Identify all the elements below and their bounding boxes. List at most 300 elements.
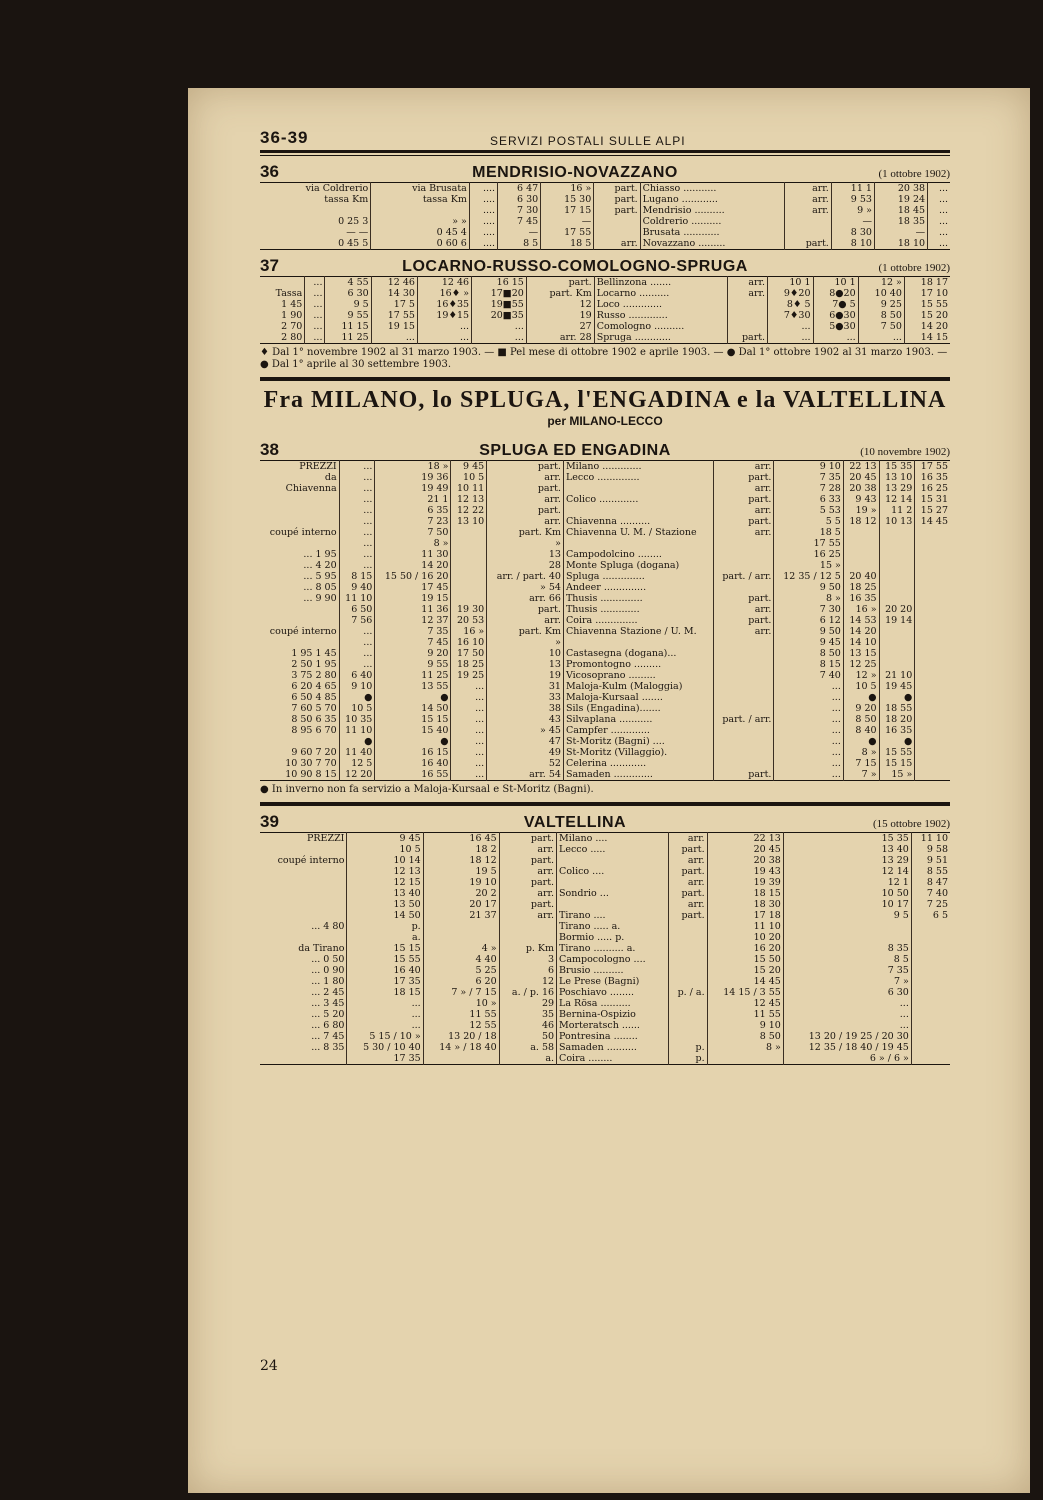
section-title: MENDRISIO-NOVAZZANO xyxy=(472,164,678,181)
table-cell: 31 xyxy=(487,681,564,692)
table-cell: 16 » xyxy=(451,626,487,637)
table-cell: 6 12 xyxy=(774,615,843,626)
table-cell xyxy=(668,976,707,987)
table-cell: 6 20 4 65 xyxy=(291,681,337,692)
table-cell: 18 55 xyxy=(879,703,915,714)
station-name: Mendrisio .......... xyxy=(640,205,785,216)
table-cell: ... xyxy=(339,472,375,483)
table-cell: arr. xyxy=(499,910,556,921)
table-cell xyxy=(915,615,950,626)
station-name: La Rösa .......... xyxy=(557,998,669,1009)
table-cell: part. xyxy=(499,833,556,845)
table-cell xyxy=(423,932,499,943)
table-cell: 10 14 xyxy=(347,855,423,866)
station-name: Coira ........ xyxy=(557,1053,669,1065)
table-cell: part. xyxy=(487,461,564,473)
table-cell: 11 2 xyxy=(879,505,915,516)
table-row xyxy=(260,615,950,626)
table-cell xyxy=(668,943,707,954)
table-cell: part. xyxy=(487,505,564,516)
table-cell xyxy=(260,637,339,648)
table-cell: ... xyxy=(305,277,325,289)
table-cell: 15 15 xyxy=(879,758,915,769)
table-cell: 10 13 xyxy=(879,516,915,527)
table-cell: 6 33 xyxy=(774,494,843,505)
table-cell: ... xyxy=(339,648,375,659)
table-cell: 17 35 xyxy=(347,1053,423,1065)
table-cell: 8 47 xyxy=(911,877,950,888)
table-cell: 16 35 xyxy=(879,725,915,736)
table-cell: » xyxy=(487,538,564,549)
table-cell: 7 56 xyxy=(339,615,375,626)
station-name: Milano .... xyxy=(557,833,669,845)
table-cell: ... xyxy=(783,1009,911,1020)
table-cell: 2 80 xyxy=(281,332,303,343)
section-title: VALTELLINA xyxy=(523,814,627,831)
table-cell: 15 50 / 16 20 xyxy=(375,571,451,582)
table-cell: 9 45 xyxy=(774,637,843,648)
table-row xyxy=(260,758,950,769)
table-cell: 13 40 xyxy=(783,844,911,855)
table-cell: ● xyxy=(879,736,915,747)
table-cell xyxy=(911,987,950,998)
table-cell: 10 1 xyxy=(813,277,858,289)
table-cell xyxy=(260,736,339,747)
table-cell: Chiavenna xyxy=(285,483,337,494)
table-cell xyxy=(879,648,915,659)
table-cell: 15 35 xyxy=(783,833,911,845)
table-cell: ... xyxy=(339,560,375,571)
table-cell: ... 4 20 xyxy=(303,560,337,571)
table-cell: 0 25 3 xyxy=(338,216,369,227)
station-name: Pontresina ........ xyxy=(557,1031,669,1042)
table-cell: ... xyxy=(305,310,325,321)
table-cell xyxy=(911,1020,950,1031)
table-row xyxy=(260,769,950,781)
station-name: Thusis ............. xyxy=(563,604,713,615)
table-cell: ... 8 05 xyxy=(303,582,337,593)
table-cell: 8 50 6 35 xyxy=(291,714,337,725)
table-cell xyxy=(915,560,950,571)
table-cell: via Coldrerio xyxy=(305,183,369,194)
table-cell: 11 30 xyxy=(375,549,451,560)
section-37-heading xyxy=(260,256,950,276)
table-row xyxy=(260,288,950,299)
table-cell: 0 45 5 xyxy=(338,238,369,249)
table-cell: ... xyxy=(305,332,325,344)
table-cell: 17 18 xyxy=(707,910,783,921)
table-cell: 19 10 xyxy=(423,877,499,888)
table-cell xyxy=(911,954,950,965)
table-cell xyxy=(714,659,774,670)
table-cell: 15 » xyxy=(774,560,843,571)
table-cell: 11 10 xyxy=(911,833,950,845)
timetable-37 xyxy=(260,276,950,344)
section-date: (10 novembre 1902) xyxy=(860,446,950,458)
table-cell: 19 49 xyxy=(375,483,451,494)
table-cell: arr. xyxy=(785,194,831,205)
table-cell xyxy=(879,593,915,604)
table-cell xyxy=(260,615,339,626)
table-cell: 7 40 xyxy=(911,888,950,899)
station-name: Chiavenna Stazione / U. M. xyxy=(563,626,713,637)
table-cell xyxy=(714,582,774,593)
section-number: 37 xyxy=(260,256,279,275)
table-cell: ... xyxy=(451,747,487,758)
table-cell xyxy=(843,527,879,538)
table-cell: 21 1 xyxy=(375,494,451,505)
station-name: Bellinzona ....... xyxy=(594,277,727,289)
table-cell: ... xyxy=(347,998,423,1009)
station-name: Brusata ............ xyxy=(640,227,785,238)
table-cell: arr. xyxy=(668,877,707,888)
table-cell: 9 5 xyxy=(325,299,371,310)
table-cell: part. xyxy=(487,604,564,615)
table-cell: a. 58 xyxy=(499,1042,556,1053)
table-cell: ... xyxy=(774,714,843,725)
table-cell: ... xyxy=(451,769,487,781)
table-cell: 16 25 xyxy=(774,549,843,560)
table-cell: 50 xyxy=(499,1031,556,1042)
table-cell: Tassa xyxy=(275,288,303,299)
table-cell: part. / arr. xyxy=(714,714,774,725)
table-cell: 12 46 xyxy=(417,277,471,289)
table-cell: 7 25 xyxy=(911,899,950,910)
table-cell: part. xyxy=(714,472,774,483)
station-name: Splugа .............. xyxy=(563,571,713,582)
table-cell xyxy=(423,921,499,932)
table-cell: 14 20 xyxy=(904,321,950,332)
table-cell: 8 40 xyxy=(843,725,879,736)
table-cell: arr. 54 xyxy=(487,769,564,781)
table-cell xyxy=(714,703,774,714)
table-cell: .... xyxy=(469,183,497,195)
section-36-heading xyxy=(260,162,950,182)
table-cell xyxy=(915,604,950,615)
table-cell: 18 25 xyxy=(843,582,879,593)
table-cell xyxy=(915,736,950,747)
table-cell: 12 13 xyxy=(347,866,423,877)
table-cell: ... xyxy=(774,692,843,703)
table-cell: ● xyxy=(339,692,375,703)
table-row xyxy=(260,681,950,692)
table-cell: arr. xyxy=(668,833,707,845)
table-cell: 17 55 xyxy=(915,461,950,473)
table-cell xyxy=(668,1020,707,1031)
table-cell: 9 40 xyxy=(339,582,375,593)
table-cell: ... xyxy=(305,321,325,332)
table-cell: 12 45 xyxy=(707,998,783,1009)
table-cell xyxy=(260,516,339,527)
table-cell: 17 55 xyxy=(541,227,594,238)
station-name: Locarno .......... xyxy=(594,288,727,299)
table-cell xyxy=(915,758,950,769)
table-cell: p. xyxy=(668,1053,707,1065)
table-cell: 12 46 xyxy=(371,277,417,289)
table-cell: 8 35 xyxy=(783,943,911,954)
table-cell: 12 1 xyxy=(783,877,911,888)
station-name: Chiavenna U. M. / Stazione xyxy=(563,527,713,538)
table-cell: 18 30 xyxy=(707,899,783,910)
table-row xyxy=(260,332,950,344)
table-cell xyxy=(879,527,915,538)
table-cell: 9 45 xyxy=(451,461,487,473)
station-name xyxy=(563,505,713,516)
table-cell xyxy=(714,560,774,571)
table-cell: da Tirano xyxy=(298,943,345,954)
table-cell: 29 xyxy=(499,998,556,1009)
station-name: Sondrio ... xyxy=(557,888,669,899)
table-cell: 35 xyxy=(499,1009,556,1020)
table-cell: 19 5 xyxy=(423,866,499,877)
table-cell xyxy=(915,626,950,637)
table-cell xyxy=(783,921,911,932)
section-date: (1 ottobre 1902) xyxy=(878,168,950,180)
table-cell: 15 50 xyxy=(707,954,783,965)
table-cell xyxy=(668,998,707,1009)
table-cell: ... 6 80 xyxy=(311,1020,345,1031)
station-name: Castasegna (dogana)... xyxy=(563,648,713,659)
table-cell: via Brusata xyxy=(371,183,470,195)
table-cell: ... xyxy=(774,758,843,769)
table-cell: part. xyxy=(487,483,564,494)
table-row xyxy=(260,855,950,866)
table-cell xyxy=(843,549,879,560)
table-cell: 10 30 7 70 xyxy=(285,758,337,769)
table-cell: ● xyxy=(375,692,451,703)
table-cell: 7 45 xyxy=(375,637,451,648)
table-cell: da xyxy=(324,472,337,483)
table-cell xyxy=(260,205,371,216)
table-cell xyxy=(451,527,487,538)
table-row xyxy=(260,1020,950,1031)
table-cell: 5 25 xyxy=(423,965,499,976)
table-cell: ... 9 90 xyxy=(303,593,337,604)
table-cell: part. Km xyxy=(487,527,564,538)
table-cell: 6●30 xyxy=(813,310,858,321)
table-cell: arr. / part. 40 xyxy=(487,571,564,582)
table-cell: 9 10 xyxy=(339,681,375,692)
table-cell: 16♦35 xyxy=(417,299,471,310)
table-cell: 7♦30 xyxy=(768,310,813,321)
table-cell xyxy=(915,670,950,681)
table-cell: p. xyxy=(347,921,423,932)
table-cell: 17 15 xyxy=(541,205,594,216)
table-cell: ... xyxy=(451,681,487,692)
section-37 xyxy=(260,256,950,371)
table-cell: 27 xyxy=(526,321,594,332)
table-cell: part. xyxy=(668,888,707,899)
table-cell: ... xyxy=(774,681,843,692)
table-row xyxy=(260,648,950,659)
table-row xyxy=(260,943,950,954)
station-name: Loco ............. xyxy=(594,299,727,310)
table-cell: 8 55 xyxy=(911,866,950,877)
table-cell: 0 60 6 xyxy=(371,238,470,250)
table-cell: 16♦ » xyxy=(417,288,471,299)
table-cell: .... xyxy=(469,216,497,227)
table-cell: 16 » xyxy=(843,604,879,615)
table-cell xyxy=(911,998,950,1009)
station-name: Poschiavo ........ xyxy=(557,987,669,998)
table-cell: 13 xyxy=(487,659,564,670)
table-cell: ... xyxy=(339,483,375,494)
station-name: Colico .... xyxy=(557,866,669,877)
table-cell: 10 » xyxy=(423,998,499,1009)
table-cell: 6 20 xyxy=(423,976,499,987)
table-cell: 9 10 xyxy=(774,461,843,473)
station-name: Campocologno .... xyxy=(557,954,669,965)
table-cell: ... xyxy=(451,758,487,769)
table-cell xyxy=(879,538,915,549)
table-cell: 10 50 xyxy=(783,888,911,899)
table-cell: 3 75 2 80 xyxy=(291,670,337,681)
table-cell: 20■35 xyxy=(472,310,527,321)
table-cell: 17 35 xyxy=(347,976,423,987)
table-cell: 13 20 / 18 xyxy=(423,1031,499,1042)
table-cell: 10 xyxy=(487,648,564,659)
table-cell: 47 xyxy=(487,736,564,747)
table-cell: 6 5 xyxy=(911,910,950,921)
table-row xyxy=(260,604,950,615)
table-cell: 9 43 xyxy=(843,494,879,505)
table-cell xyxy=(911,1042,950,1053)
table-cell: 16 35 xyxy=(843,593,879,604)
table-row xyxy=(260,571,950,582)
table-cell: 7 45 xyxy=(498,216,541,227)
table-cell: 9 10 xyxy=(707,1020,783,1031)
divider xyxy=(260,802,950,806)
table-cell: 12 35 / 12 5 xyxy=(774,571,843,582)
table-cell: 5 53 xyxy=(774,505,843,516)
table-cell: .... xyxy=(469,227,497,238)
table-cell: 19 » xyxy=(843,505,879,516)
table-cell: part. xyxy=(594,194,640,205)
table-cell xyxy=(499,921,556,932)
table-row xyxy=(260,461,950,473)
station-name: Vicosoprano ......... xyxy=(563,670,713,681)
table-cell: 13 10 xyxy=(451,516,487,527)
table-cell: ... 0 50 xyxy=(311,954,345,965)
table-cell: tassa Km xyxy=(371,194,470,205)
table-cell: arr. xyxy=(714,461,774,473)
table-cell: 15 20 xyxy=(707,965,783,976)
table-cell: 13 xyxy=(487,549,564,560)
table-row xyxy=(260,703,950,714)
table-cell: 14 20 xyxy=(843,626,879,637)
header-rule xyxy=(260,150,950,156)
page-folio: 24 xyxy=(260,1358,278,1374)
table-cell: 7 » xyxy=(783,976,911,987)
table-cell xyxy=(714,681,774,692)
table-cell: ... 0 90 xyxy=(311,965,345,976)
table-cell: 20 20 xyxy=(879,604,915,615)
timetable-page xyxy=(260,128,950,1071)
table-cell: 14 10 xyxy=(843,637,879,648)
table-cell: 20 45 xyxy=(843,472,879,483)
table-row xyxy=(260,965,950,976)
table-cell: 18 15 xyxy=(707,888,783,899)
table-cell: 19 25 xyxy=(451,670,487,681)
section-number: 36 xyxy=(260,162,279,181)
table-cell: arr. xyxy=(668,899,707,910)
table-cell: 14 » / 18 40 xyxy=(423,1042,499,1053)
table-cell: 9 5 xyxy=(783,910,911,921)
table-cell: ... xyxy=(783,998,911,1009)
table-cell: ... xyxy=(858,332,904,344)
table-cell: 7 35 xyxy=(783,965,911,976)
table-cell: 14 30 xyxy=(371,288,417,299)
table-cell xyxy=(879,626,915,637)
table-cell: part. xyxy=(499,899,556,910)
station-name: Comologno .......... xyxy=(594,321,727,332)
table-cell: 10 5 xyxy=(451,472,487,483)
table-cell: PREZZI xyxy=(306,833,345,844)
table-cell: 7 15 xyxy=(843,758,879,769)
table-cell: 6 » / 6 » xyxy=(783,1053,911,1065)
table-cell: 16 15 xyxy=(375,747,451,758)
table-cell: 13 50 xyxy=(347,899,423,910)
table-cell: 16 20 xyxy=(707,943,783,954)
table-cell xyxy=(260,888,347,899)
station-name: Morteratsch ...... xyxy=(557,1020,669,1031)
table-row xyxy=(260,582,950,593)
table-cell: 12 22 xyxy=(451,505,487,516)
table-cell: 7 30 xyxy=(774,604,843,615)
section-38-note: ● In inverno non fa servizio a Maloja-Kursaal e St-Moritz (Bagni). xyxy=(260,784,594,795)
table-cell xyxy=(371,205,470,216)
table-cell xyxy=(714,736,774,747)
table-cell: 9 20 xyxy=(375,648,451,659)
table-cell: 6 50 xyxy=(339,604,375,615)
table-cell: arr. 28 xyxy=(526,332,594,344)
table-cell: ... xyxy=(774,769,843,781)
station-name: Campodolcino ........ xyxy=(563,549,713,560)
table-row xyxy=(260,626,950,637)
table-row xyxy=(260,954,950,965)
table-cell: 5 5 xyxy=(774,516,843,527)
table-cell: 18 5 xyxy=(774,527,843,538)
table-row xyxy=(260,183,950,195)
table-cell xyxy=(879,549,915,560)
table-cell: arr. xyxy=(499,888,556,899)
station-name: Andeer .............. xyxy=(563,582,713,593)
table-cell xyxy=(915,571,950,582)
table-cell: ... 1 80 xyxy=(311,976,345,987)
table-cell: arr. xyxy=(714,604,774,615)
table-cell xyxy=(911,1009,950,1020)
station-name: Coldrerio .......... xyxy=(640,216,785,227)
table-cell: 18 35 xyxy=(874,216,927,227)
table-cell: 18 20 xyxy=(879,714,915,725)
table-cell: ... 2 45 xyxy=(311,987,345,998)
table-cell: 13 15 xyxy=(843,648,879,659)
station-name: Tirano ..... a. xyxy=(557,921,669,932)
table-cell: 46 xyxy=(499,1020,556,1031)
table-cell: ... xyxy=(774,747,843,758)
table-cell: 20 53 xyxy=(451,615,487,626)
table-cell: 18 15 xyxy=(347,987,423,998)
table-cell: ... xyxy=(339,626,375,637)
table-cell xyxy=(915,703,950,714)
table-cell: 6 50 4 85 xyxy=(291,692,337,703)
table-cell: 7 50 xyxy=(858,321,904,332)
table-cell: 9 » xyxy=(831,205,874,216)
table-cell: 20 38 xyxy=(707,855,783,866)
table-cell: 10 40 xyxy=(858,288,904,299)
table-cell: 20 38 xyxy=(874,183,927,195)
table-row xyxy=(260,1009,950,1020)
